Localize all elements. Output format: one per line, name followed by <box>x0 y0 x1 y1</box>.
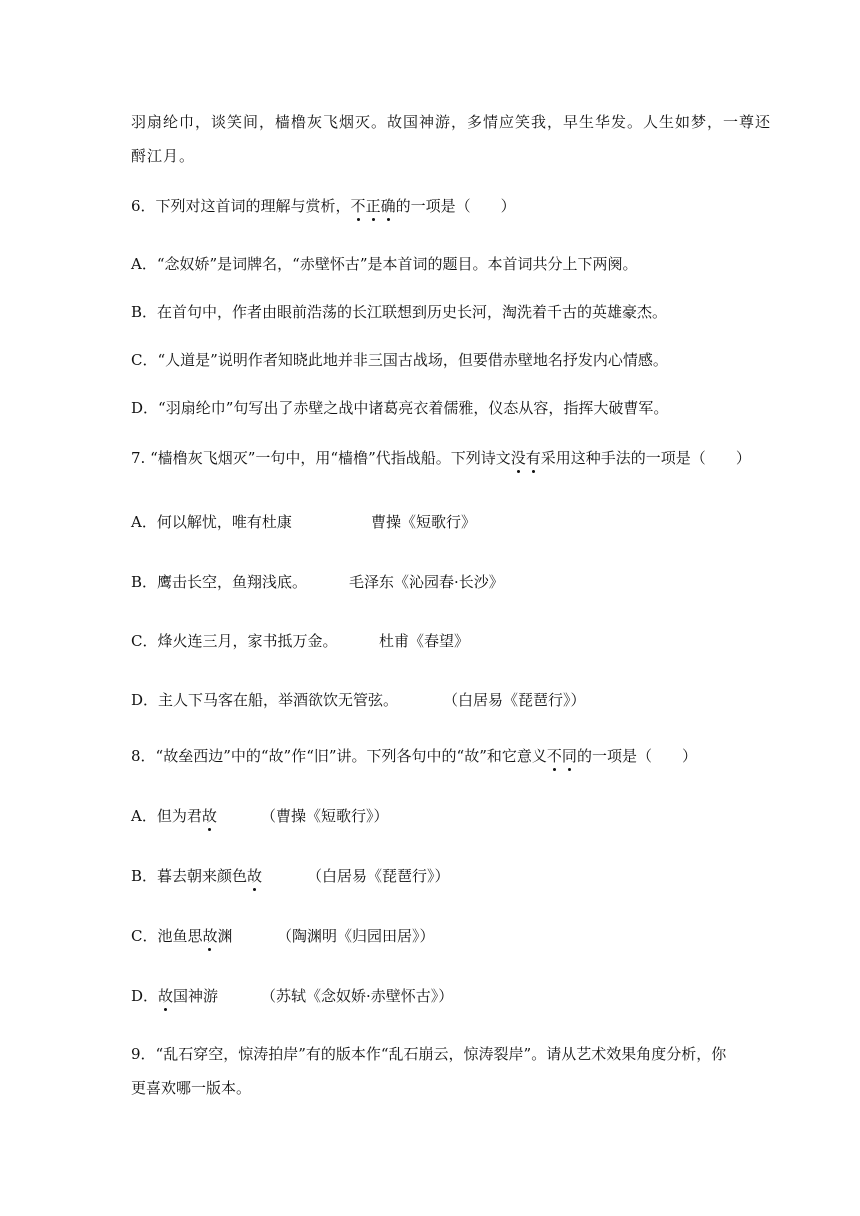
question-9-line-2: 更喜欢哪一版本。 <box>131 1079 252 1097</box>
q8-option-b-source: （白居易《琵琶行》） <box>307 867 450 885</box>
question-8-stem <box>131 746 697 766</box>
q8-option-c <box>131 926 435 946</box>
q7-emph-char: 没 <box>510 449 526 467</box>
poem-line-1: 羽扇纶巾，谈笑间，樯橹灰飞烟灭。故国神游，多情应笑我，早生华发。人生如梦，一尊还 <box>131 113 772 131</box>
q7-option-a <box>131 512 477 532</box>
q8-option-d-source: （苏轼《念奴娇·赤壁怀古》） <box>261 987 454 1005</box>
q7-prefix: 7. “樯橹灰飞烟灭”一句中，用“樯橹”代指战船。下列诗文 <box>131 449 511 467</box>
q7-emph-char: 有 <box>525 449 541 467</box>
q8-close: ） <box>681 747 697 765</box>
q8-option-c-source: （陶渊明《归园田居》） <box>277 927 435 945</box>
q8-option-b-text: B．暮去朝来颜色 <box>131 867 248 885</box>
q6-emph-char: 确 <box>380 197 396 215</box>
q6-option-d: D．“羽扇纶巾”句写出了赤壁之战中诸葛亮衣着儒雅，仪态从容，指挥大破曹军。 <box>131 399 669 417</box>
q7-option-d <box>131 690 586 710</box>
q8-suffix: 的一项是（ <box>576 747 652 765</box>
q6-emph-char: 不 <box>350 197 366 215</box>
q8-option-c-dot-char: 故 <box>202 927 218 945</box>
poem-line-2: 酹江月。 <box>131 147 196 165</box>
question-9-line-1: 9．“乱石穿空，惊涛拍岸”有的版本作“乱石崩云，惊涛裂岸”。请从艺术效果角度分析，你 <box>131 1045 727 1063</box>
q7-close: ） <box>735 449 751 467</box>
q7-option-b <box>131 572 504 592</box>
q8-option-a <box>131 806 389 826</box>
q8-option-d-after: 国神游 <box>173 987 219 1005</box>
q7-option-a-text: A．何以解忧，唯有杜康 <box>131 513 292 531</box>
q8-option-d-dot-char: 故 <box>158 987 174 1005</box>
q6-close: ） <box>500 197 516 215</box>
question-7-stem <box>131 448 751 468</box>
q8-option-b <box>131 866 450 886</box>
q7-suffix: 采用这种手法的一项是（ <box>540 449 706 467</box>
q7-option-b-text: B．鹰击长空，鱼翔浅底。 <box>131 573 308 591</box>
q7-option-b-source: 毛泽东《沁园春·长沙》 <box>349 573 504 591</box>
q8-emph-char: 不 <box>546 747 562 765</box>
q6-option-c: C．“人道是”说明作者知晓此地并非三国古战场，但要借赤壁地名抒发内心情感。 <box>131 351 668 369</box>
q7-option-d-text: D．主人下马客在船，举酒欲饮无管弦。 <box>131 691 399 709</box>
q7-option-c-source: 杜甫《春望》 <box>379 632 470 650</box>
q7-option-a-source: 曹操《短歌行》 <box>371 513 477 531</box>
q8-option-d <box>131 986 454 1006</box>
q6-prefix: 6．下列对这首词的理解与赏析， <box>131 197 351 215</box>
q8-option-a-text: A．但为君 <box>131 807 202 825</box>
q8-option-a-dot-char: 故 <box>201 807 217 825</box>
q8-option-c-text: C．池鱼思 <box>131 927 203 945</box>
q8-option-d-text: D． <box>131 987 159 1005</box>
q6-suffix: 的一项是（ <box>395 197 471 215</box>
q6-emph-char: 正 <box>365 197 381 215</box>
q8-prefix: 8．“故垒西边”中的“故”作“旧”讲。下列各句中的“故”和它意义 <box>131 747 547 765</box>
q8-option-c-after: 渊 <box>217 927 233 945</box>
q8-emph-char: 同 <box>561 747 577 765</box>
q6-option-b: B．在首句中，作者由眼前浩荡的长江联想到历史长河，淘洗着千古的英雄豪杰。 <box>131 303 668 321</box>
q8-option-b-dot-char: 故 <box>247 867 263 885</box>
question-6-stem <box>131 196 516 216</box>
q7-option-c <box>131 631 470 651</box>
q7-option-d-source: （白居易《琵琶行》） <box>443 691 586 709</box>
q8-option-a-source: （曹操《短歌行》） <box>261 807 389 825</box>
q6-option-a: A．“念奴娇”是词牌名，“赤壁怀古”是本首词的题目。本首词共分上下两阕。 <box>131 255 638 273</box>
q7-option-c-text: C．烽火连三月，家书抵万金。 <box>131 632 338 650</box>
